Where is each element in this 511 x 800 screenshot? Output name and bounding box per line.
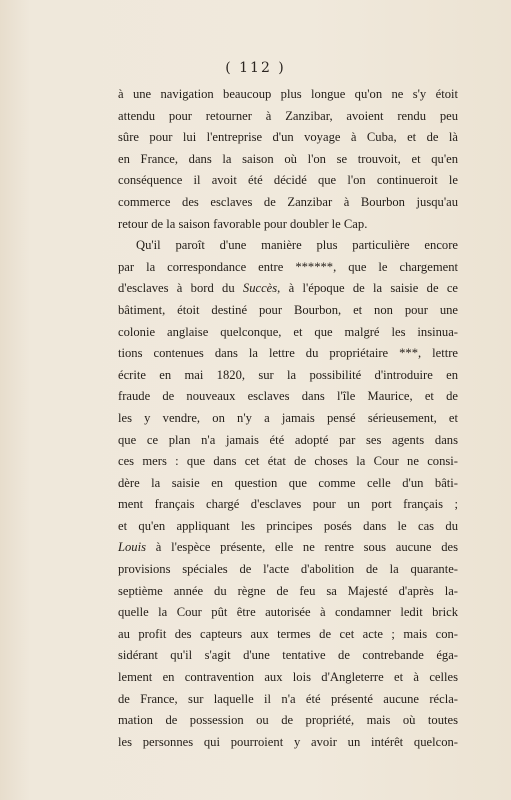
text-line: conséquence il avoit été décidé que l'on continueroit le: [118, 173, 458, 188]
text-line: quelle la Cour pût être autorisée à condamner ledit brick: [118, 605, 458, 620]
text-line: que ce plan n'a jamais été adopté par ses agents dans: [118, 432, 458, 447]
text-line: tions contenues dans la lettre du propriétaire ***, lettre: [118, 346, 458, 361]
text-line: bâtiment, étoit destiné pour Bourbon, et non pour une: [118, 302, 458, 317]
text-line: lement en contravention aux lois d'Angleterre et à celles: [118, 670, 458, 685]
text-line: [118, 537, 458, 559]
text-line: les y vendre, on n'y a jamais pensé sérieusement, et: [118, 410, 458, 425]
text-line: en France, dans la saison où l'on se trouvoit, et qu'en: [118, 151, 458, 166]
text-line: écrite en mai 1820, sur la possibilité d'introduire en: [118, 367, 458, 382]
text-line: commerce des esclaves de Zanzibar à Bourbon jusqu'au: [118, 194, 458, 209]
text-segment: , à l'époque de la saisie de ce: [277, 281, 458, 296]
text-line: [118, 278, 458, 300]
text-line: retour de la saison favorable pour doubler le Cap.: [118, 216, 368, 231]
text-line: et qu'en appliquant les principes posés dans le cas du: [118, 518, 458, 533]
text-line: fraude de nouveaux esclaves dans l'île Maurice, et de: [118, 389, 458, 404]
text-line: à une navigation beaucoup plus longue qu'on ne s'y étoit: [118, 87, 458, 101]
text-line: par la correspondance entre ******, que le chargement: [118, 259, 458, 274]
text-line: provisions spéciales de l'acte d'abolition de la quarante-: [118, 562, 458, 577]
text-line: sûre pour lui l'entreprise d'un voyage à Cuba, et de là: [118, 130, 458, 145]
body-text: [118, 84, 458, 753]
text-line: de France, sur laquelle il n'a été présenté aucune récla-: [118, 691, 458, 706]
text-line: septième année du règne de feu sa Majesté d'après la-: [118, 583, 458, 598]
text-line: Qu'il paroît d'une manière plus particulière encore: [136, 238, 458, 253]
text-segment: à l'espèce présente, elle ne rentre sous aucune des: [146, 540, 458, 555]
italic-ship-name: Louis: [118, 540, 146, 555]
text-line: ces mers : que dans cet état de choses la Cour ne consi-: [118, 454, 458, 469]
text-line: dère la saisie en question que comme celle d'un bâti-: [118, 475, 458, 490]
text-line: ment français chargé d'esclaves pour un port français ;: [118, 497, 458, 512]
text-line: les personnes qui pourroient y avoir un intérêt quelcon-: [118, 734, 458, 749]
text-line: colonie anglaise quelconque, et que malgré les insinua-: [118, 324, 458, 339]
text-segment: d'esclaves à bord du: [118, 281, 243, 296]
text-line: au profit des capteurs aux termes de cet acte ; mais con-: [118, 626, 458, 641]
text-line: mation de possession ou de propriété, mais où toutes: [118, 713, 458, 728]
italic-ship-name: Succès: [242, 281, 278, 296]
text-line: sidérant qu'il s'agit d'une tentative de contrebande éga-: [118, 648, 458, 663]
page-number: ( 112 ): [225, 60, 286, 76]
text-line: attendu pour retourner à Zanzibar, avoient rendu peu: [118, 108, 458, 123]
